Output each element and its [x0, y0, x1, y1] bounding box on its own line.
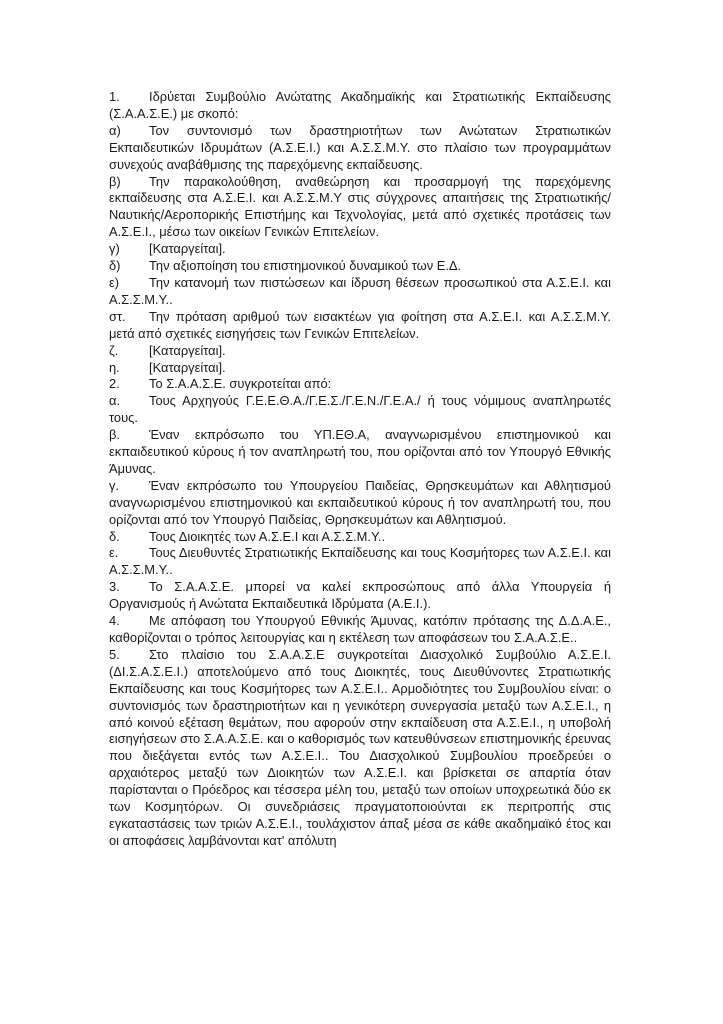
paragraph-text: Την παρακολούθηση, αναθεώρηση και προσαρμογή της παρεχόμενης εκπαίδευσης στα Α.Σ.Ε.Ι. και Α.Σ.Σ.Μ.Υ στις σύγχρονες απαιτήσεις της Στρατιωτικής/Ναυτικής/Αεροπορικής Επιστήμης και Τεχνολογίας, μετά από σχετικές προτάσεις των Α.Σ.Ε.Ι., μέσω των οικείων Γενικών Επιτελείων. [109, 173, 611, 240]
paragraph-text: [Καταργείται]. [149, 359, 226, 375]
paragraph-text: Έναν εκπρόσωπο του ΥΠ.ΕΘ.Α, αναγνωρισμένου επιστημονικού και εκπαιδευτικού κύρους ή τον αναπληρωτή του, που ορίζονται από τον Υπουργό Εθνικής Άμυνας. [109, 427, 611, 476]
paragraph-1h [109, 360, 611, 377]
paragraph-label: 2. [109, 376, 120, 392]
paragraph-1st [109, 309, 611, 343]
paragraph-text: [Καταργείται]. [149, 241, 226, 257]
paragraph-5 [109, 647, 611, 850]
document-page [109, 89, 611, 850]
paragraph-text: Στο πλαίσιο του Σ.Α.Α.Σ.Ε συγκροτείται Διασχολικό Συμβούλιο Α.Σ.Ε.Ι. (ΔΙ.Σ.Α.Σ.Ε.Ι.) αποτελούμενο από τους Διοικητές, τους Διευθύνοντες Στρατιωτικής Εκπαίδευσης και τους Κοσμήτορες των Α.Σ.Ε.Ι.. Αρμοδιότητες του Συμβουλίου είναι: ο συντονισμός των δραστηριοτήτων και η γενικότερη συνεργασία μεταξύ των Α.Σ.Ε.Ι., η από κοινού εξέταση θεμάτων, που αφορούν στην εκπαίδευση στα Α.Σ.Ε.Ι., η υποβολή εισηγήσεων στο Σ.Α.Α.Σ.Ε. και ο καθορισμός των κατευθύνσεων επιστημονικής έρευνας που διεξάγεται εντός των Α.Σ.Ε.Ι.. Του Διασχολικού Συμβουλίου προεδρεύει ο αρχαιότερος μεταξύ των Διοικητών των Α.Σ.Ε.Ι. και βρίσκεται σε απαρτία όταν παρίστανται ο Πρόεδρος και τέσσερα μέλη του, μεταξύ των οποίων υποχρεωτικά δύο εκ των Κοσμητόρων. Οι συνεδριάσεις πραγματοποιούνται εκ περιτροπής στις εγκαταστάσεις των τριών Α.Σ.Ε.Ι., τουλάχιστον άπαξ μέσα σε κάθε ακαδημαϊκό έτος και οι αποφάσεις λαμβάνονται κατ' απόλυτη [109, 646, 611, 848]
paragraph-label: ζ. [109, 342, 119, 358]
paragraph-label: α. [109, 393, 121, 409]
paragraph-label: δ. [109, 528, 120, 544]
paragraph-text: [Καταργείται]. [149, 342, 226, 358]
paragraph-1c [109, 241, 611, 258]
paragraph-text: Έναν εκπρόσωπο του Υπουργείου Παιδείας, Θρησκευμάτων και Αθλητισμού αναγνωρισμένου επιστημονικού και εκπαιδευτικού κύρους ή τον αναπληρωτή του, που ορίζονται από τον Υπουργό Παιδείας, Θρησκευμάτων και Αθλητισμού. [109, 477, 611, 527]
paragraph-text: Ιδρύεται Συμβούλιο Ανώτατης Ακαδημαϊκής και Στρατιωτικής Εκπαίδευσης (Σ.Α.Α.Σ.Ε.) με σκοπό: [109, 89, 611, 121]
paragraph-text: Την κατανομή των πιστώσεων και ίδρυση θέσεων προσωπικού στα Α.Σ.Ε.Ι. και Α.Σ.Σ.Μ.Υ.. [109, 274, 611, 307]
paragraph-text: Τους Αρχηγούς Γ.Ε.Ε.Θ.Α./Γ.Ε.Σ./Γ.Ε.Ν./Γ.Ε.Α./ ή τους νόμιμους αναπληρωτές τους. [109, 393, 611, 426]
paragraph-2e [109, 545, 611, 579]
paragraph-label: 4. [109, 613, 120, 629]
paragraph-text: Το Σ.Α.Α.Σ.Ε. μπορεί να καλεί εκπροσώπους από άλλα Υπουργεία ή Οργανισμούς ή Ανώτατα Εκπαιδευτικά Ιδρύματα (Α.Ε.Ι.). [109, 579, 611, 612]
paragraph-2c [109, 478, 611, 529]
paragraph-1 [109, 89, 611, 123]
paragraph-text: Τους Διοικητές των Α.Σ.Ε.Ι και Α.Σ.Σ.Μ.Υ.. [149, 528, 386, 544]
paragraph-label: β) [109, 173, 121, 189]
paragraph-2b [109, 427, 611, 478]
paragraph-1b [109, 174, 611, 242]
paragraph-label: η. [109, 359, 120, 375]
paragraph-text: Με απόφαση του Υπουργού Εθνικής Άμυνας, κατόπιν πρότασης της Δ.Δ.Α.Ε., καθορίζονται ο τρόπος λειτουργίας και η εκτέλεση των αποφάσεων του Σ.Α.Α.Σ.Ε.. [109, 613, 611, 645]
paragraph-text: Τον συντονισμό των δραστηριοτήτων των Ανώτατων Στρατιωτικών Εκπαιδευτικών Ιδρυμάτων (Α.Σ.Ε.Ι.) και Α.Σ.Σ.Μ.Υ. στο πλαίσιο των προγραμμάτων συνεχούς αναβάθμισης της παρεχόμενης εκπαίδευσης. [109, 122, 611, 172]
paragraph-label: δ) [109, 258, 121, 274]
paragraph-label: γ) [109, 241, 120, 257]
paragraph-label: 3. [109, 579, 120, 595]
paragraph-1e [109, 275, 611, 309]
paragraph-text: Την πρόταση αριθμού των εισακτέων για φοίτηση στα Α.Σ.Ε.Ι. και Α.Σ.Σ.Μ.Υ. μετά από σχετικές εισηγήσεις των Γενικών Επιτελείων. [109, 308, 611, 341]
paragraph-label: 1. [109, 89, 120, 104]
paragraph-4 [109, 613, 611, 647]
paragraph-2d [109, 529, 611, 546]
paragraph-label: ε) [109, 274, 120, 290]
paragraph-label: ε. [109, 545, 119, 561]
paragraph-1d [109, 258, 611, 275]
paragraph-label: στ. [109, 308, 126, 324]
paragraph-text: Την αξιοποίηση του επιστημονικού δυναμικού των Ε.Δ. [149, 258, 462, 274]
paragraph-label: β. [109, 427, 120, 443]
paragraph-label: γ. [109, 477, 120, 493]
paragraph-text: Τους Διευθυντές Στρατιωτικής Εκπαίδευσης και τους Κοσμήτορες των Α.Σ.Ε.Ι. και Α.Σ.Σ.Μ.Υ.. [109, 545, 611, 578]
paragraph-label: α) [109, 122, 121, 138]
paragraph-2a [109, 393, 611, 427]
paragraph-text: Το Σ.Α.Α.Σ.Ε. συγκροτείται από: [149, 376, 332, 392]
paragraph-label: 5. [109, 646, 120, 662]
paragraph-1a [109, 123, 611, 174]
paragraph-1z [109, 343, 611, 360]
paragraph-3 [109, 579, 611, 613]
paragraph-2 [109, 376, 611, 393]
